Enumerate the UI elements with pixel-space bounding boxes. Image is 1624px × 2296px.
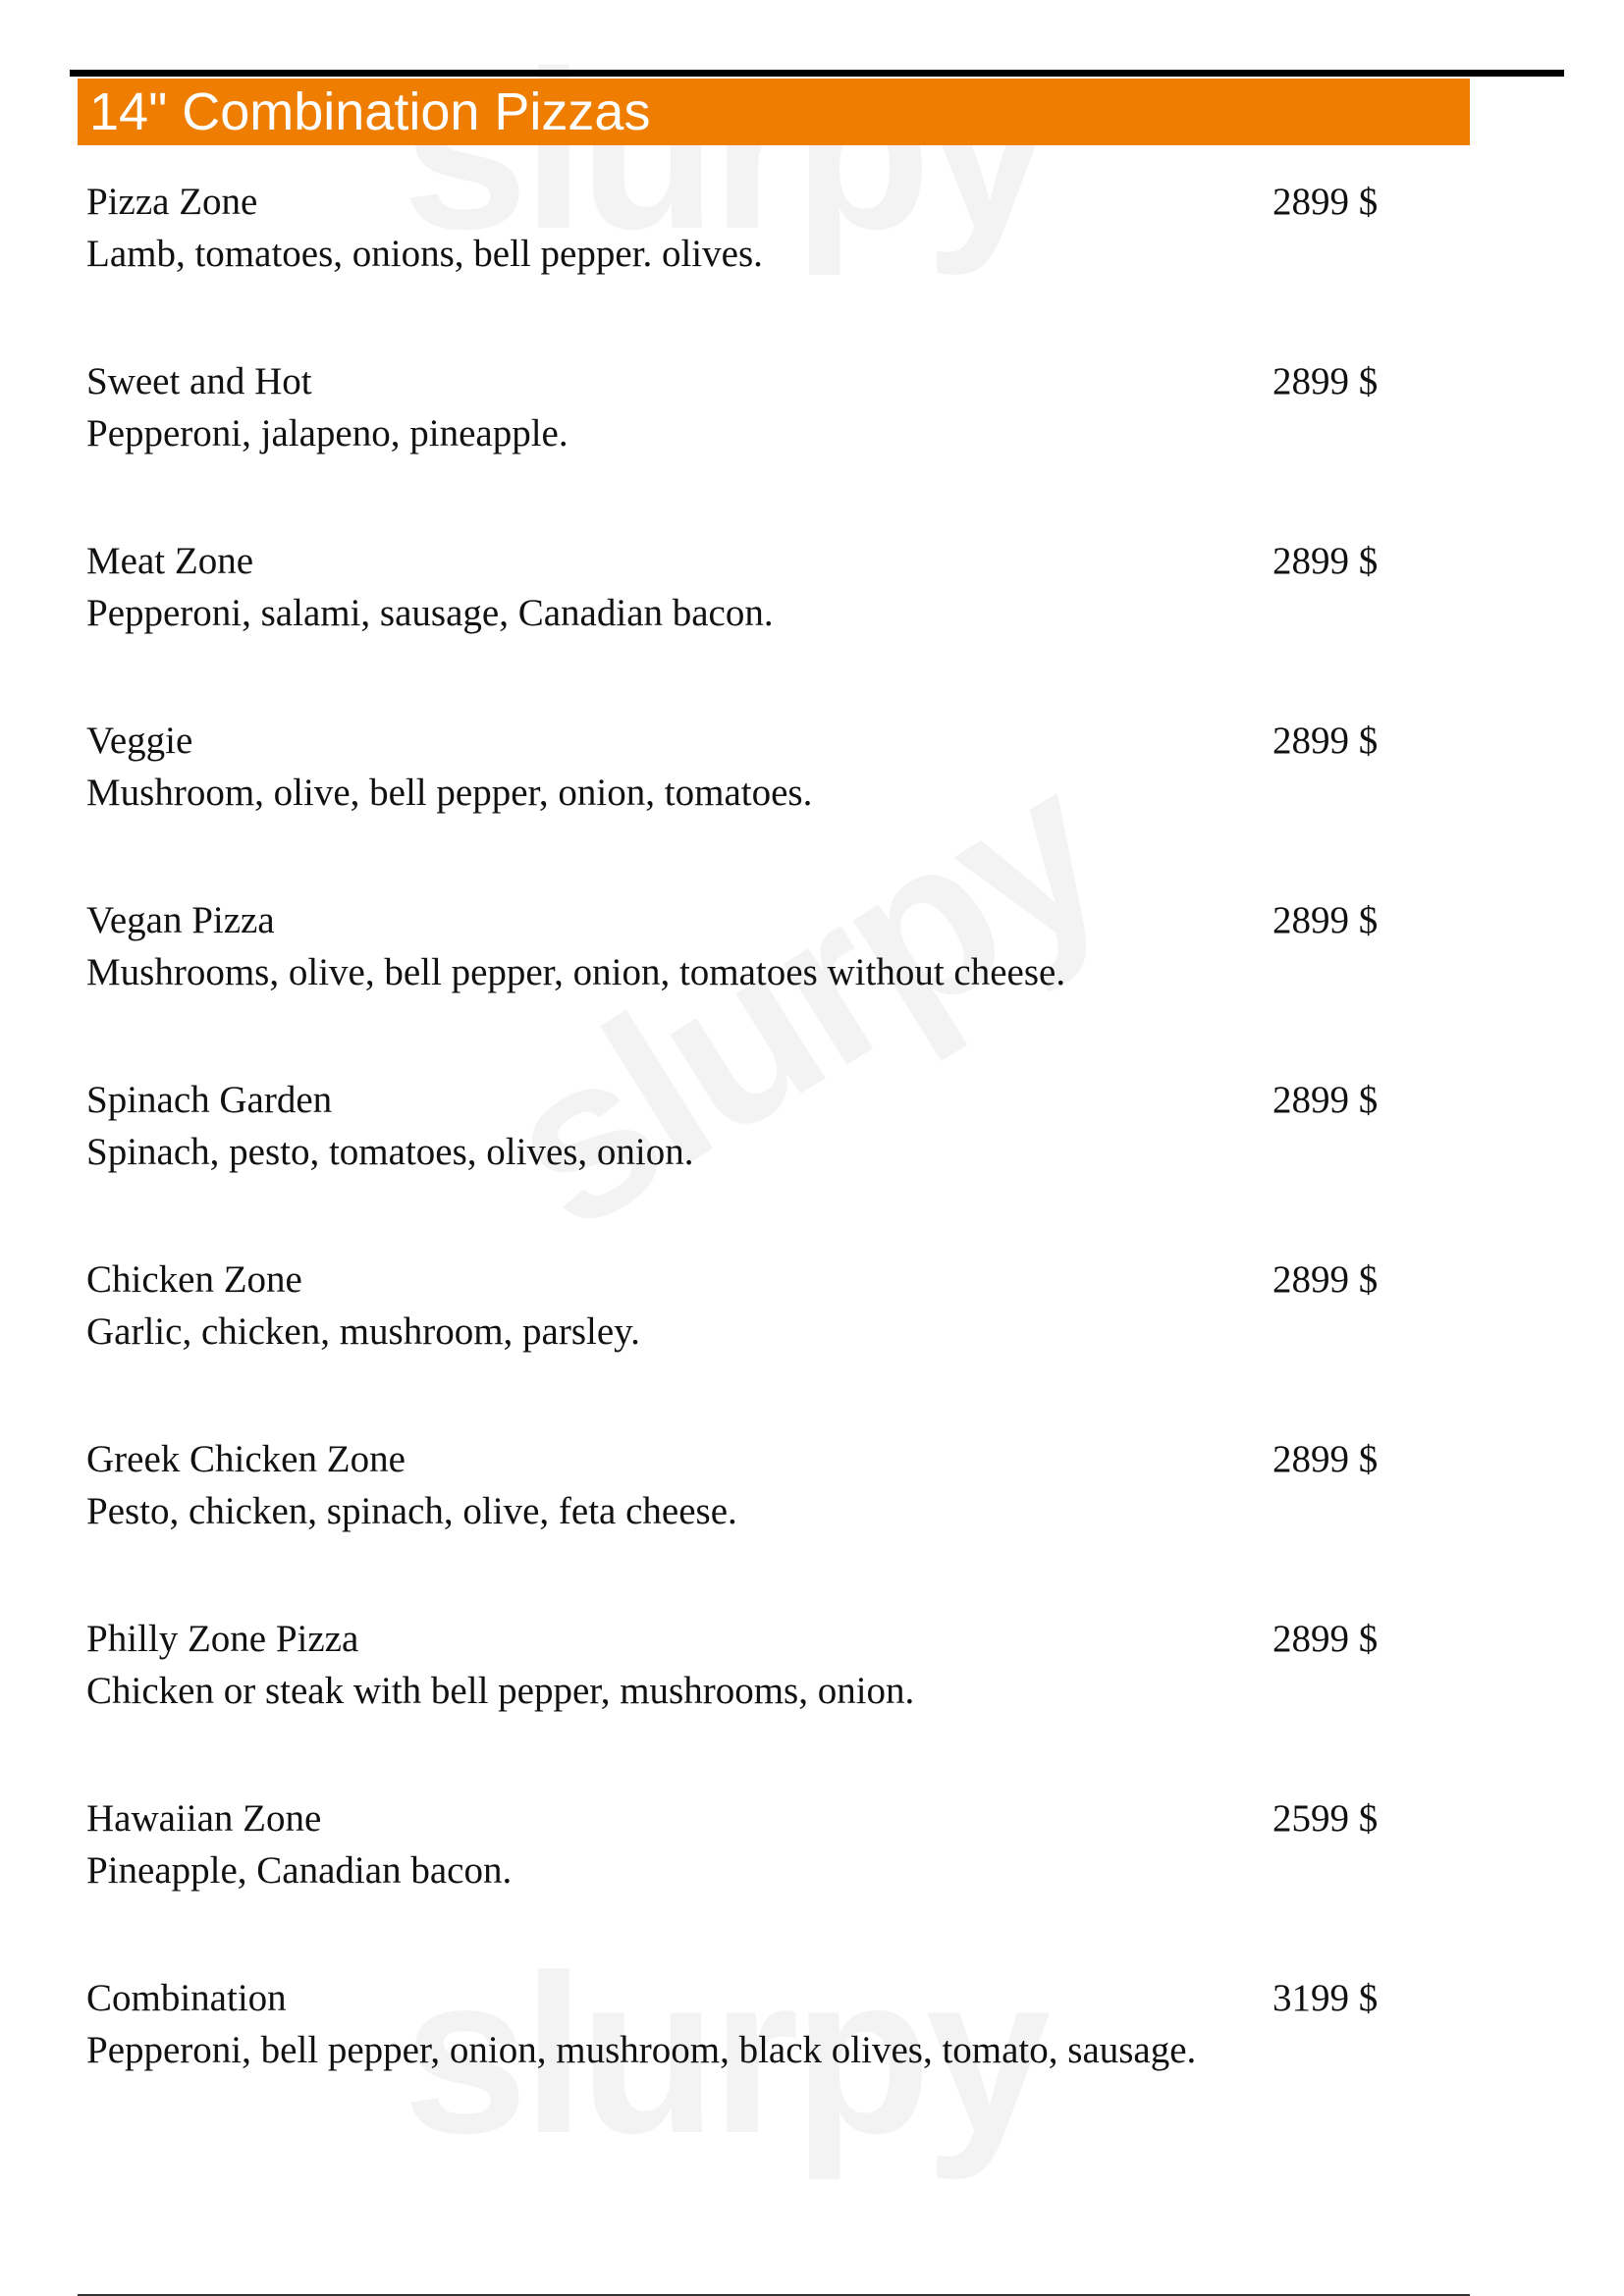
item-description: Pineapple, Canadian bacon. [86,1849,513,1892]
menu-item [86,1614,1402,1717]
menu-item [86,536,1402,639]
menu-item [86,1075,1402,1178]
item-name: Pizza Zone [86,181,258,223]
menu-item [86,1434,1402,1537]
menu-item [86,177,1402,280]
item-name: Chicken Zone [86,1258,302,1301]
item-price: 2899 $ [1272,1079,1379,1121]
item-price: 2899 $ [1272,181,1379,223]
item-description: Mushrooms, olive, bell pepper, onion, tomatoes without cheese. [86,951,1066,993]
item-price: 2899 $ [1272,360,1379,402]
item-name: Vegan Pizza [86,899,275,941]
item-price: 2899 $ [1272,1438,1379,1480]
item-description: Pepperoni, bell pepper, onion, mushroom, black olives, tomato, sausage. [86,2029,1197,2071]
item-description: Spinach, pesto, tomatoes, olives, onion. [86,1131,694,1173]
item-description: Pepperoni, jalapeno, pineapple. [86,412,568,454]
item-name: Hawaiian Zone [86,1797,322,1840]
item-description: Garlic, chicken, mushroom, parsley. [86,1310,640,1353]
item-price: 2899 $ [1272,540,1379,582]
item-name: Spinach Garden [86,1079,333,1121]
menu-item [86,1255,1402,1358]
menu-item [86,1793,1402,1896]
menu-item [86,356,1402,459]
item-description: Mushroom, olive, bell pepper, onion, tomatoes. [86,772,813,814]
item-price: 2599 $ [1272,1797,1379,1840]
menu-item [86,1973,1402,2076]
item-description: Pesto, chicken, spinach, olive, feta cheese. [86,1490,737,1532]
item-name: Philly Zone Pizza [86,1618,359,1660]
item-name: Veggie [86,720,193,762]
item-name: Greek Chicken Zone [86,1438,406,1480]
item-price: 2899 $ [1272,1258,1379,1301]
item-name: Meat Zone [86,540,254,582]
menu-item [86,895,1402,998]
item-price: 2899 $ [1272,1618,1379,1660]
item-description: Lamb, tomatoes, onions, bell pepper. olives. [86,233,763,275]
item-price: 3199 $ [1272,1977,1379,2019]
item-price: 2899 $ [1272,720,1379,762]
item-name: Sweet and Hot [86,360,312,402]
item-name: Combination [86,1977,287,2019]
item-description: Pepperoni, salami, sausage, Canadian bacon. [86,592,774,634]
section-title: 14" Combination Pizzas [89,82,651,141]
item-price: 2899 $ [1272,899,1379,941]
menu-item [86,716,1402,819]
item-description: Chicken or steak with bell pepper, mushrooms, onion. [86,1670,915,1712]
